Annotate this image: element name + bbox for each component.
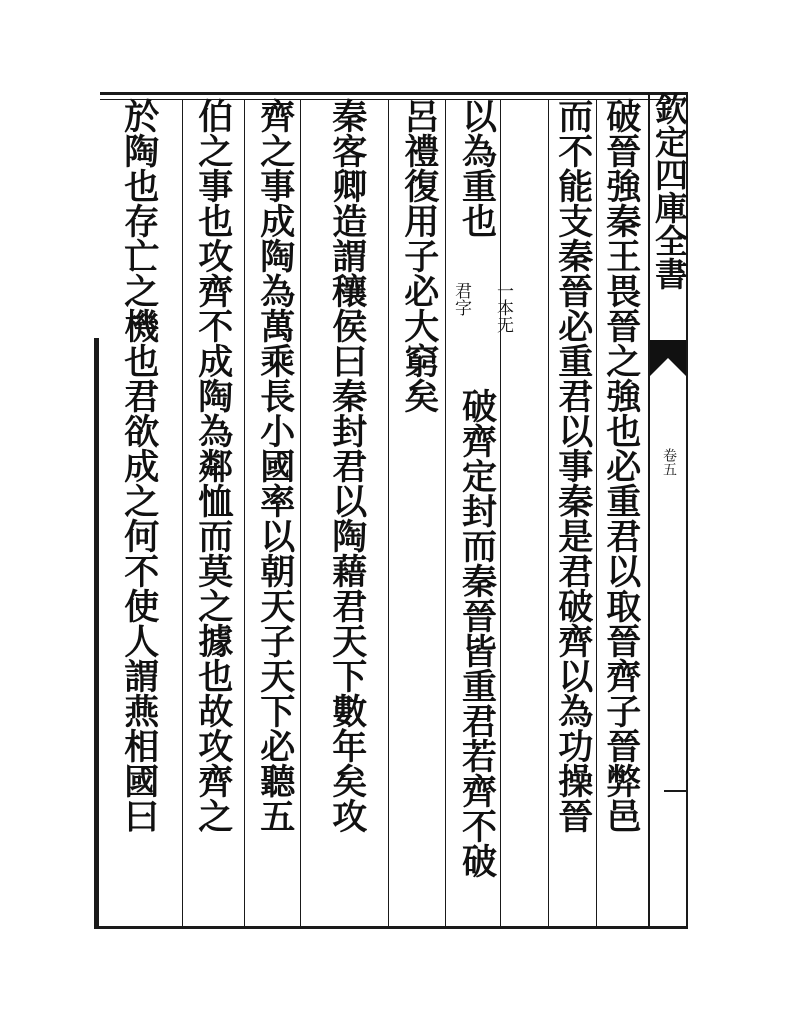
column-text: 而不能支秦晉必重君以事秦是君破齊以為功操晉 [552,98,594,833]
annotation-right [492,282,514,333]
fish-tail-ornament-icon [650,338,686,378]
book-title-text: 欽定四庫全書 [650,92,689,290]
gutter-tick [664,790,686,792]
annotation-left [450,282,472,316]
volume-label [658,448,680,476]
annotation-text: 一本无 [493,282,513,333]
text-column-2 [552,98,594,833]
bottom-border [96,926,686,929]
column-text-continued: 破齊定封而秦晉皆重君若齊不破 [456,388,498,878]
column-divider [388,100,389,926]
top-border [100,92,686,95]
column-divider [445,100,446,926]
column-text: 破晉強秦王畏晉之強也必重君以取晉齊子晉弊邑 [600,98,642,833]
book-title [650,92,689,290]
column-divider [244,100,245,926]
column-text: 秦客卿造謂穰侯曰秦封君以陶藉君天下數年矣攻 [326,98,368,833]
column-text: 齊之事成陶為萬乘長小國率以朝天子天下必聽五 [254,98,296,833]
annotation-text: 君字 [451,282,471,316]
column-divider [300,100,301,926]
volume-label-text: 卷五 [661,448,677,476]
text-column-8 [118,98,160,833]
text-column-6 [254,98,296,833]
text-column-7 [192,98,234,833]
column-text: 於陶也存亡之機也君欲成之何不使人謂燕相國曰 [118,98,160,833]
column-divider [548,100,549,926]
column-divider [596,100,597,926]
text-column-3 [454,98,496,918]
column-divider [182,100,183,926]
column-text: 呂禮復用子必大窮矣 [398,98,440,413]
text-column-5 [326,98,368,833]
text-column-1 [600,98,642,833]
column-divider [500,100,501,926]
left-border [94,338,99,929]
column-text: 以為重也 [456,98,498,238]
column-text: 伯之事也攻齊不成陶為鄰恤而莫之據也故攻齊之 [192,98,234,833]
text-column-4 [398,98,440,413]
